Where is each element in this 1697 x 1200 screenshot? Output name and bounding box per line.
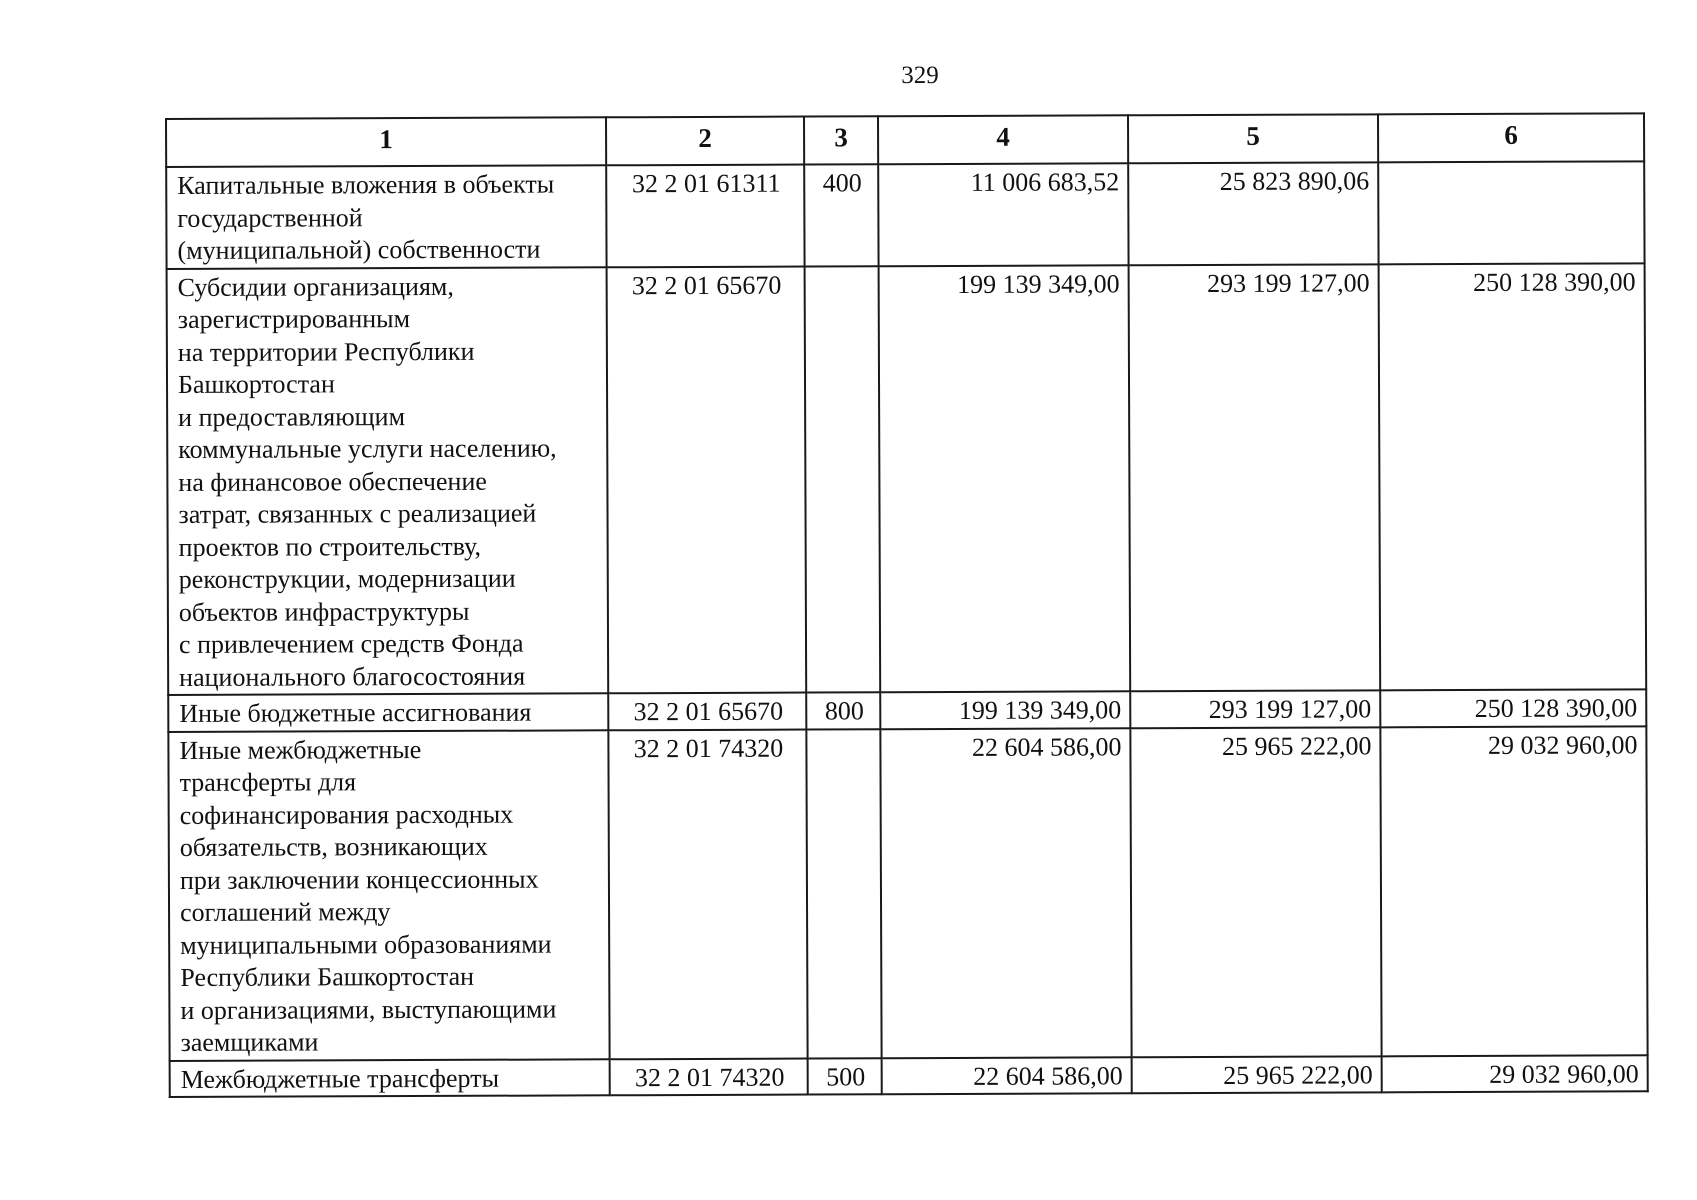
column-header-3: 3 [804,116,878,164]
row-name-cell [168,693,608,731]
row-value-col5: 293 199 127,00 [1130,690,1380,727]
row-name: Межбюджетные трансферты [180,1063,500,1094]
row-expense-type: 400 [804,164,878,266]
page-number: 329 [901,62,939,89]
row-code: 32 2 01 74320 [610,1058,808,1095]
row-value-col6: 29 032 960,00 [1382,1055,1648,1093]
row-value-col6: 29 032 960,00 [1380,726,1647,1056]
table-row [166,161,1644,268]
row-value-col4: 199 139 349,00 [879,265,1131,692]
row-value-col5: 25 823 890,06 [1128,162,1378,264]
row-expense-type [806,729,881,1058]
row-code: 32 2 01 65670 [608,693,806,730]
column-header-6: 6 [1378,113,1644,162]
row-name: Иные межбюджетные трансферты для софинансирования расходных обязательств, возникающих при заключении концессионных соглашений между муниципальными образованиями Республики Башкортостан и организациями, выступающими заемщиками [179,734,557,1057]
table-row [170,1055,1648,1097]
row-value-col4: 11 006 683,52 [878,163,1128,265]
table-row [168,689,1646,731]
row-name: Капитальные вложения в объекты государственной (муниципальной) собственности [177,169,555,265]
table-row [168,726,1647,1061]
row-name-cell [167,267,609,695]
table-row [167,263,1647,695]
row-code: 32 2 01 74320 [608,729,807,1059]
row-expense-type: 500 [808,1058,882,1095]
column-header-2: 2 [606,117,804,166]
row-name: Субсидии организациям, зарегистрированным на территории Республики Башкортостан и предоставляющим коммунальные услуги населению, на финансовое обеспечение затрат, связанных с реализацией проектов по строительству, реконструкции, модернизации объектов инфраструктуры с привлечением средств Фонда национального благосостояния [177,271,557,692]
row-name: Иные бюджетные ассигнования [179,697,532,728]
budget-table [165,112,1649,1098]
table-header-row [166,113,1644,167]
row-name-cell [166,165,606,268]
row-code: 32 2 01 61311 [606,165,804,267]
row-value-col6: 250 128 390,00 [1379,263,1647,691]
row-expense-type [805,266,881,693]
row-value-col4: 22 604 586,00 [882,1057,1132,1094]
row-code: 32 2 01 65670 [607,266,807,693]
row-value-col6: 250 128 390,00 [1380,689,1646,727]
row-value-col5: 293 199 127,00 [1129,264,1381,691]
column-header-1: 1 [166,117,606,167]
column-header-5: 5 [1128,114,1378,163]
row-name-cell [168,730,609,1061]
row-value-col5: 25 965 222,00 [1132,1056,1382,1093]
row-value-col4: 22 604 586,00 [880,728,1131,1058]
row-name-cell [170,1059,610,1097]
row-value-col6 [1378,161,1644,264]
row-value-col5: 25 965 222,00 [1130,727,1381,1057]
row-expense-type: 800 [806,692,880,729]
column-header-4: 4 [878,115,1128,164]
row-value-col4: 199 139 349,00 [880,691,1130,728]
